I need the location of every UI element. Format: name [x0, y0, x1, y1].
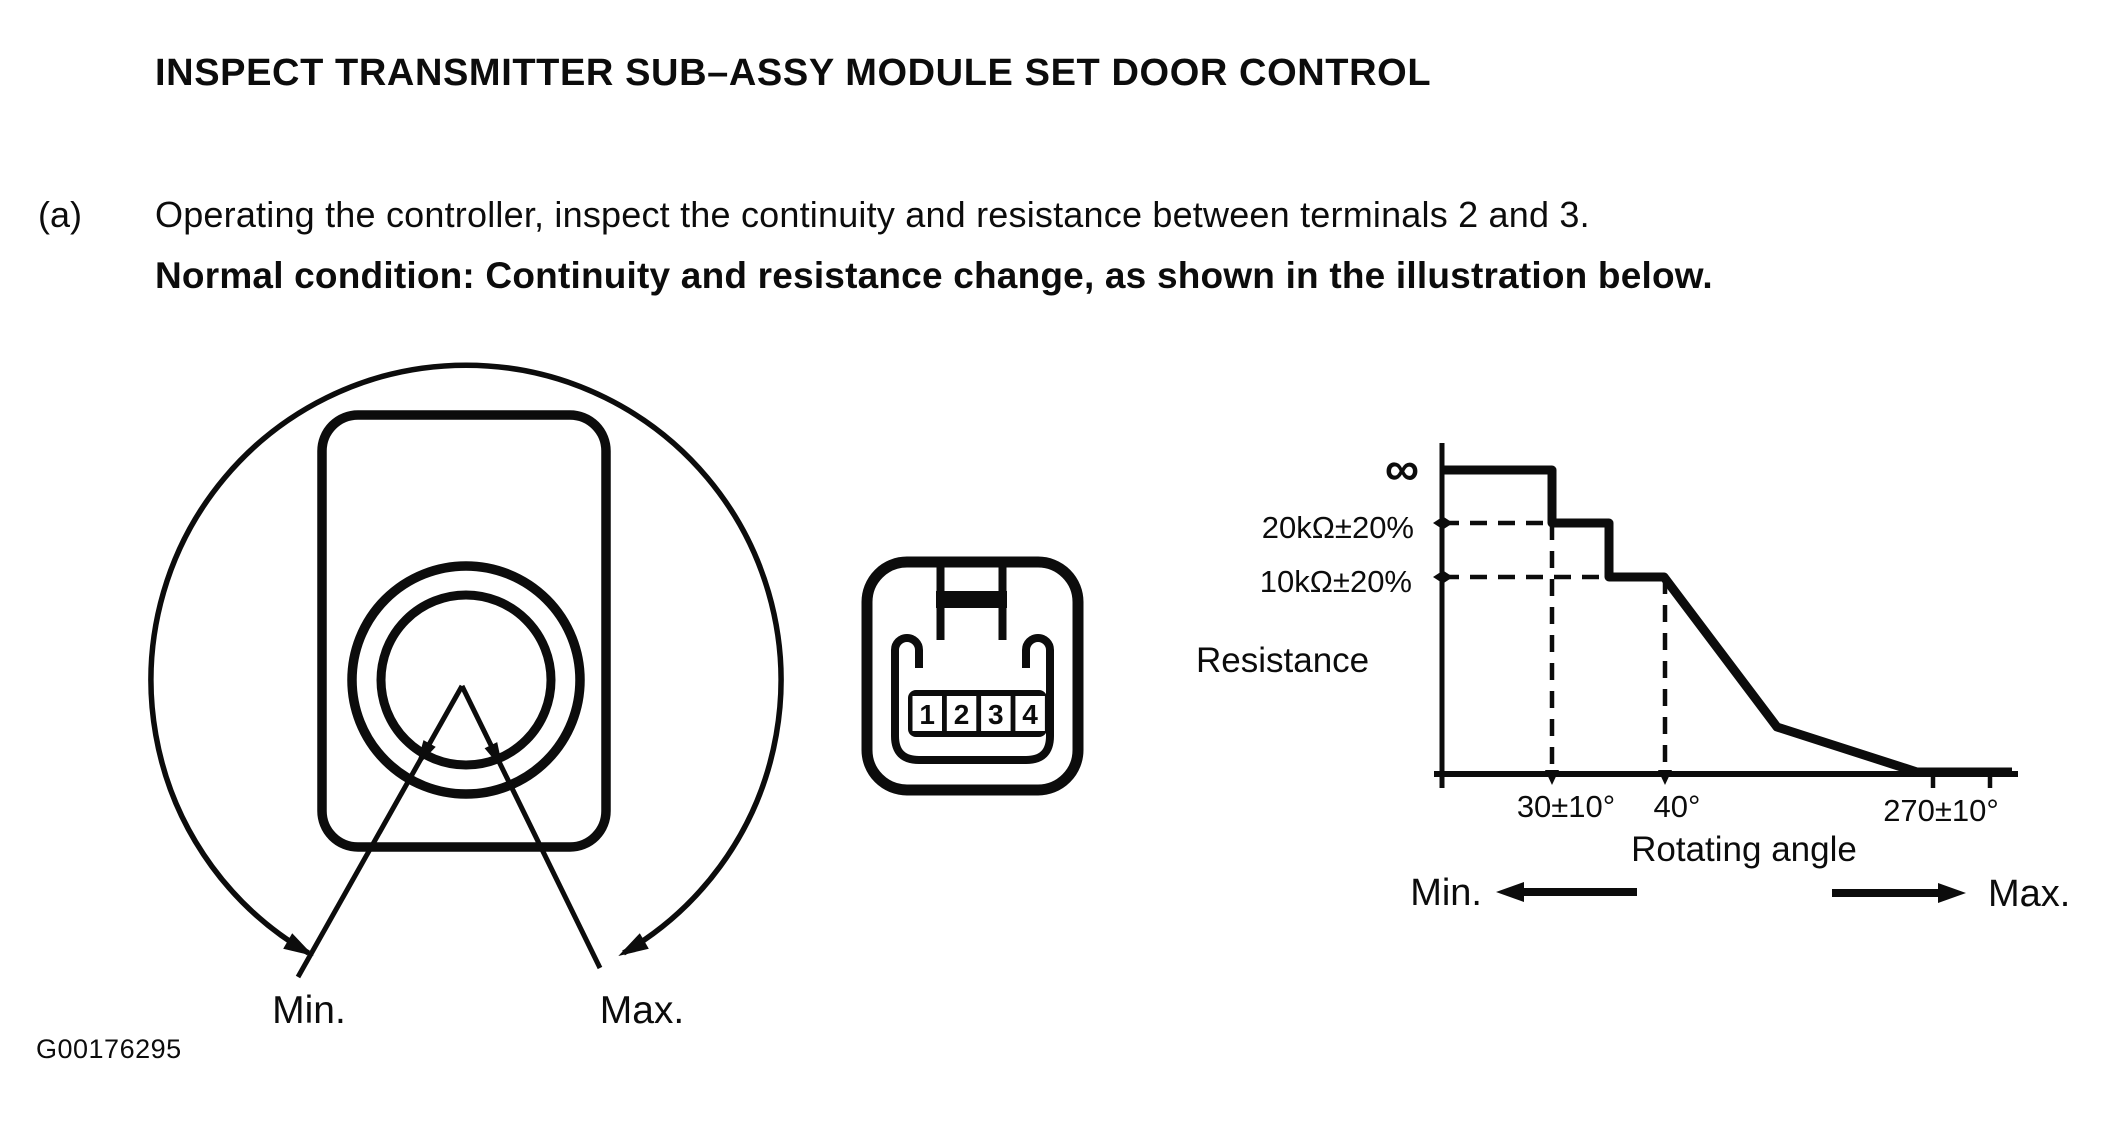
x-axis-title: Rotating angle — [1631, 830, 1857, 869]
latch-crossbar — [936, 591, 1007, 608]
y-tick-infinity-label: ∞ — [1384, 443, 1420, 496]
page-title: INSPECT TRANSMITTER SUB–ASSY MODULE SET DOOR CONTROL — [155, 52, 1432, 94]
chart-min-label: Min. — [1410, 872, 1482, 914]
chart-max-label: Max. — [1988, 873, 2071, 915]
terminal-3-number: 3 — [988, 699, 1004, 730]
terminal-2-number: 2 — [953, 699, 970, 730]
terminal-4-number: 4 — [1022, 699, 1038, 730]
y-tick-10k-marker — [1433, 571, 1453, 584]
connector-illustration — [848, 545, 1098, 805]
x-tick-40-label: 40° — [1653, 789, 1701, 824]
dial-min-label: Min. — [272, 989, 346, 1032]
dial-max-label: Max. — [599, 989, 685, 1032]
resistance-curve — [1442, 470, 2012, 772]
y-tick-10k-label: 10kΩ±20% — [1259, 564, 1412, 599]
figure-id: G00176295 — [36, 1034, 182, 1064]
max-direction-arrowhead-icon — [1938, 883, 1966, 903]
resistance-chart — [1185, 425, 2105, 945]
knob-inner-ring — [381, 595, 551, 765]
step-label: (a) — [38, 194, 82, 235]
dial-illustration — [118, 340, 828, 1050]
y-axis-title: Resistance — [1196, 641, 1370, 680]
x-tick-30-marker — [1545, 770, 1559, 785]
terminal-1-number: 1 — [919, 699, 935, 730]
y-tick-20k-label: 20kΩ±20% — [1261, 510, 1414, 545]
instruction-line-2: Normal condition: Continuity and resistance change, as shown in the illustration below. — [155, 255, 1713, 296]
rotation-range-arc — [151, 365, 781, 953]
knob-outer-ring — [352, 566, 580, 794]
y-tick-20k-marker — [1433, 517, 1453, 530]
x-tick-30-label: 30±10° — [1516, 789, 1616, 824]
min-direction-arrowhead-icon — [1496, 882, 1524, 902]
instruction-line-1: Operating the controller, inspect the continuity and resistance between terminals 2 and 3. — [155, 194, 1590, 235]
chart-dashed-reference-lines — [1442, 523, 1665, 774]
x-tick-270-label: 270±10° — [1883, 793, 1999, 828]
x-tick-40-marker — [1658, 770, 1672, 785]
arc-arrowhead-max-icon — [618, 933, 649, 956]
